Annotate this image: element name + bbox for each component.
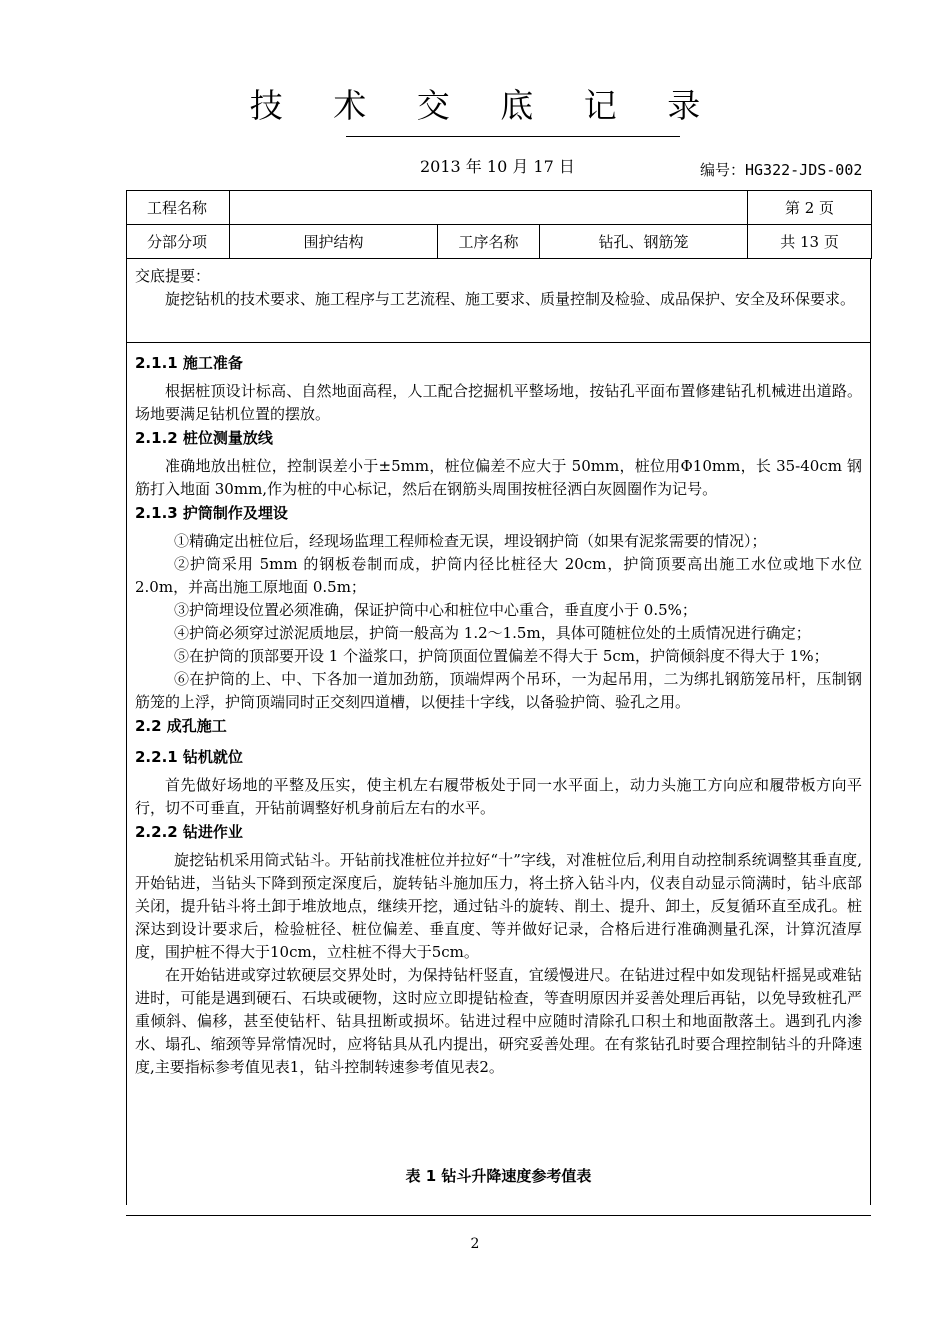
project-name-label: 工程名称 xyxy=(127,191,230,225)
list-item: ①精确定出桩位后，经现场监理工程师检查无误，埋设钢护筒（如果有泥浆需要的情况）； xyxy=(174,532,767,550)
paragraph: 首先做好场地的平整及压实，使主机左右履带板处于同一水平面上，动力头施工方向应和履带板方向平行，切不可垂直，开钻前调整好机身前后左右的水平。 xyxy=(135,776,862,817)
paragraph: 旋挖钻机采用筒式钻斗。开钻前找准桩位并拉好“十”字线，对准桩位后,利用自动控制系统调整其垂直度,开始钻进，当钻头下降到预定深度后，旋转钻斗施加压力，将土挤入钻斗内，仪表自动显示筒满时，钻斗底部关闭，提升钻斗将土卸于堆放地点，继续开挖，通过钻斗的旋转、削土、提升、卸土，反复循环直至成孔。桩深达到设计要求后，检验桩径、桩位偏差、垂直度、等并做好记录，合格后进行准确测量孔深，计算沉渣厚度，围护桩不得大于10cm，立柱桩不得大于5cm。 xyxy=(135,851,862,961)
list-item: ②护筒采用 5mm 的钢板卷制而成，护筒内径比桩径大 20cm，护筒顶要高出施工水位或地下水位 2.0m，并高出施工原地面 0.5m； xyxy=(135,555,862,596)
bottom-rule xyxy=(126,1215,871,1216)
list-item: ⑤在护筒的顶部要开设 1 个溢浆口，护筒顶面位置偏差不得大于 5cm，护筒倾斜度不得大于 1%； xyxy=(174,647,829,665)
section-heading: 2.1.2 桩位测量放线 xyxy=(135,429,273,447)
section-heading: 2.1.3 护筒制作及埋设 xyxy=(135,504,288,522)
section-heading: 2.2 成孔施工 xyxy=(135,717,227,735)
summary-label: 交底提要： xyxy=(135,267,211,285)
document-number: 编号：HG322-JDS-002 xyxy=(700,161,863,179)
header-row-division xyxy=(127,225,872,259)
section-heading: 2.2.1 钻机就位 xyxy=(135,748,243,766)
page-label: 第 2 页 xyxy=(748,191,872,225)
document-title: 技 术 交 底 记 录 xyxy=(249,86,721,125)
section-heading: 2.1.1 施工准备 xyxy=(135,354,243,372)
title-underline xyxy=(346,136,680,137)
list-item: ⑥在护筒的上、中、下各加一道加劲筋，顶端焊两个吊环，一为起吊用，二为绑扎钢筋笼吊杆，压制钢筋笼的上浮，护筒顶端同时正交刻四道槽，以便挂十字线，以备验护筒、验孔之用。 xyxy=(135,670,862,711)
header-row-project xyxy=(127,191,872,225)
paragraph: 在开始钻进或穿过软硬层交界处时，为保持钻杆竖直，宜缓慢进尺。在钻进过程中如发现钻杆摇晃或难钻进时，可能是遇到硬石、石块或硬物，这时应立即提钻检查，等查明原因并妥善处理后再钻，以免导致桩孔严重倾斜、偏移，甚至使钻杆、钻具扭断或损坏。钻进过程中应随时清除孔口积土和地面散落土。遇到孔内渗水、塌孔、缩颈等异常情况时，应将钻具从孔内提出，研究妥善处理。在有浆钻孔时要合理控制钻斗的升降速度,主要指标参考值见表1，钻斗控制转速参考值见表2。 xyxy=(135,966,862,1076)
list-item: ③护筒埋设位置必须准确，保证护筒中心和桩位中心重合，垂直度小于 0.5%； xyxy=(174,601,697,619)
paragraph: 根据桩顶设计标高、自然地面高程，人工配合挖掘机平整场地，按钻孔平面布置修建钻孔机械进出道路。场地要满足钻机位置的摆放。 xyxy=(135,382,862,423)
project-name-value xyxy=(230,191,748,225)
total-pages: 共 13 页 xyxy=(748,225,872,259)
summary-text: 旋挖钻机的技术要求、施工程序与工艺流程、施工要求、质量控制及检验、成品保护、安全及环保要求。 xyxy=(165,290,856,308)
table-caption: 表 1 钻斗升降速度参考值表 xyxy=(405,1167,592,1185)
document-date: 2013 年 10 月 17 日 xyxy=(420,157,575,176)
process-label: 工序名称 xyxy=(438,225,540,259)
summary-box xyxy=(126,259,871,343)
division-label: 分部分项 xyxy=(127,225,230,259)
section-heading: 2.2.2 钻进作业 xyxy=(135,823,243,841)
header-table xyxy=(126,190,872,259)
process-value: 钻孔、钢筋笼 xyxy=(540,225,748,259)
paragraph: 准确地放出桩位，控制误差小于±5mm，桩位偏差不应大于 50mm，桩位用Φ10mm，长 35-40cm 钢筋打入地面 30mm,作为桩的中心标记，然后在钢筋头周围按桩径洒白灰圆圈作为记号。 xyxy=(135,457,862,498)
page-number: 2 xyxy=(470,1236,480,1252)
content-box xyxy=(126,343,871,1205)
list-item: ④护筒必须穿过淤泥质地层，护筒一般高为 1.2～1.5m，具体可随桩位处的土质情况进行确定； xyxy=(174,624,811,642)
division-value: 围护结构 xyxy=(230,225,438,259)
